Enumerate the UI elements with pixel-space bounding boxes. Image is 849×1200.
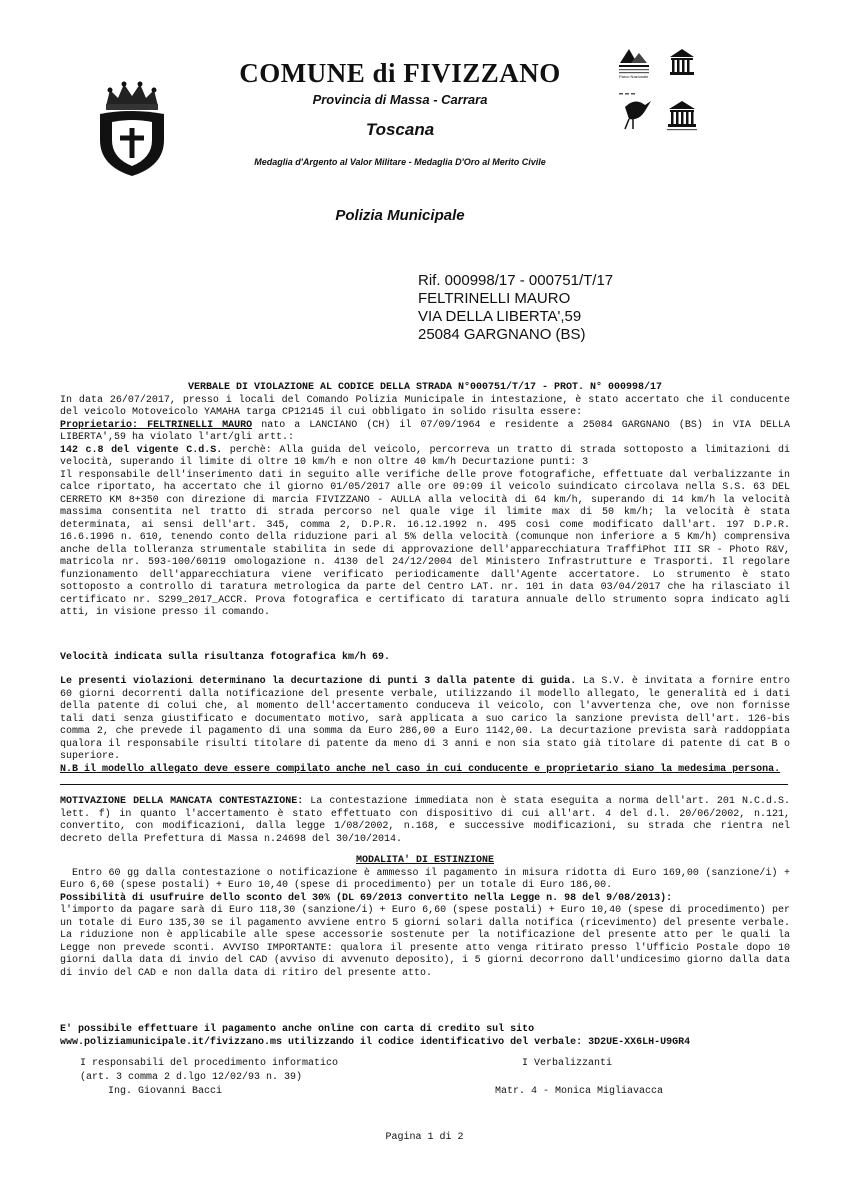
nb-text: N.B il modello allegato deve essere compilato anche nel caso in cui conducente e proprietario siano la medesima persona.: [60, 763, 781, 775]
logos-group: [615, 45, 715, 145]
officers-label: I Verbalizzanti: [522, 1058, 613, 1069]
reference-number: Rif. 000998/17 - 000751/T/17: [418, 272, 614, 289]
bird-icon: [619, 93, 651, 129]
discount-text: l'importo da pagare sarà di Euro 118,30 (sanzione/i) + Euro 6,60 (spese postali) + Euro 10,40 (spese di procedimento) per un totale di Euro 135,30 se il pagamento avviene entro 5 giorni solari dalla notifica (ricevimento) del presente verbale. La riduzione non è applicabile alle spese accessorie sostenute per la notificazione del presente atto per le quali la Legge non prevede sconti. AVVISO IMPORTANTE: qualora il presente atto venga ritirato presso l'Ufficio Postale dopo 10 giorni dalla data di invio del CAD (avviso di avvenuto deposito), i 5 giorni decorrono dall'undicesimo giorno dalla data di invio del CAD e non dalla data di ritiro del presente atto.: [60, 905, 790, 979]
svg-text:Parco Nazionale: Parco Nazionale: [619, 74, 649, 79]
medals-line: Medaglia d'Argento al Valor Militare - Medaglia D'Oro al Merito Civile: [254, 157, 546, 167]
discount-label: Possibilità di usufruire dello sconto del 30% (DL 69/2013 convertito nella Legge n. 98 del 9/08/2013):: [60, 892, 673, 904]
park-logo-icon: [619, 49, 649, 79]
article-paragraph: [60, 445, 790, 470]
verbale-intro: In data 26/07/2017, presso i locali del Comando Polizia Municipale in intestazione, è stato accertato che il conducente del veicolo Motoveicolo YAMAHA targa CP12145 il cui obbligato in solido risulta essere:: [60, 394, 790, 418]
detail-paragraph: Il responsabile dell'inserimento dati in seguito alle verifiche delle prove fotografiche, effettuate dal verbalizzante in calce riportato, ha accertato che il giorno 01/05/2017 alle ore 09:09 il veicolo suindicato circolava nella S.S. 63 DEL CERRETO KM 8+350 con direzione di marcia FIVIZZANO - AULLA alla velocità di 64 km/h, superando di 14 km/h la velocità massima consentita nel tratto di strada percorso nel quale vige il limite max di 50 km/h; la velocità è stata determinata, ai sensi dell'art. 345, comma 2, D.P.R. 16.12.1992 n. 495 così come modificato dall'art. 197 D.P.R. 16.6.1996 n. 610, tenendo conto della riduzione pari al 5% della velocità (comunque non inferiore a 5 Km/h) comprensiva anche della tolleranza strumentale stabilita in sede di approvazione dell'apparecchiatura TraffiPhot III SR - Photo R&V, matricola nr. 593-100/60119 omologazione n. 4130 del 24/12/2004 del Ministero Infrastrutture e Trasporti. Il regolare funzionamento dell'apparecchiatura viene verificato periodicamente dall'Agente accertatore. Lo strumento è stato sottoposto a controllo di taratura metrologica da parte del Centro LAT. nr. 101 in data 03/04/2017 che ha rilasciato il certificato nr. S299_2017_ACCR. Prova fotografica e certificato di taratura annuale dello strumento sopra indicato agli atti, in visione presso il comando.: [60, 469, 790, 618]
officer-name: Matr. 4 - Monica Migliavacca: [495, 1086, 664, 1097]
points-section: [60, 676, 790, 776]
recipient-name: FELTRINELLI MAURO: [418, 290, 571, 307]
article-label: 142 c.8 del vigente C.d.S.: [60, 444, 223, 456]
speed-line: [60, 652, 790, 665]
recipient-street: VIA DELLA LIBERTA',59: [418, 308, 582, 325]
owner-text: nato a LANCIANO (CH) il 07/09/1964 e residente a 25084 GARGNANO (BS) in VIA DELLA LIBERTA',59 ha violato l'art/gli artt.:: [60, 419, 790, 443]
verbale-title: VERBALE DI VIOLAZIONE AL CODICE DELLA STRADA N°000751/T/17 - PROT. N° 000998/17: [187, 382, 663, 393]
nb-note: [60, 764, 790, 777]
province-subtitle: Provincia di Massa - Carrara: [312, 92, 488, 107]
online-line-2: www.poliziamunicipale.it/fivizzano.ms utilizzando il codice identificativo del verbale: 3D2UE-XX6LH-U9GR4: [60, 1036, 691, 1048]
motivation-paragraph: [60, 796, 790, 846]
online-line-1: E' possibile effettuare il pagamento anche online con carta di credito sul sito: [60, 1024, 535, 1035]
divider: [60, 784, 788, 785]
discount-label-line: [60, 893, 790, 906]
speed-text: Velocità indicata sulla risultanza fotografica km/h 69.: [60, 652, 391, 663]
region-subtitle: Toscana: [365, 120, 435, 139]
unesco-temple-icon: [670, 49, 694, 75]
article-text: perchè: Alla guida del veicolo, percorreva un tratto di strada sottoposto a limitazioni di velocità, superando il limite di oltre 10 km/h e non oltre 40 km/h Decurtazione punti: 3: [60, 444, 791, 468]
page-number: Pagina 1 di 2: [385, 1132, 464, 1143]
motivation-label: MOTIVAZIONE DELLA MANCATA CONTESTAZIONE:: [60, 796, 304, 807]
points-text: La S.V. è invitata a fornire entro 60 giorni decorrenti dalla notificazione del presente verbale, utilizzando il modello allegato, le generalità ed i dati della patente di colui che, al momento dell'accertamento conduceva il veicolo, con l'avvertenza che, ove non fornisse tali dati senza giustificato e documentato motivo, sarà applicata a suo carico la sanzione prevista dell'art. 126-bis comma 2, che prevede il pagamento di una somma da Euro 286,00 a Euro 1142,00. La decurtazione prevista sarà raddoppiata qualora il responsabile risulti titolare di patente da meno di 3 anni e non sia stato già titolare di patente di cat B o superiore.: [60, 676, 790, 762]
payment-title: MODALITA' DI ESTINZIONE: [355, 855, 495, 866]
recipient-city: 25084 GARGNANO (BS): [418, 326, 586, 343]
office-title: Polizia Municipale: [335, 207, 465, 224]
owner-label: Proprietario: FELTRINELLI MAURO: [60, 419, 253, 431]
points-bold: Le presenti violazioni determinano la decurtazione di punti 3 dalla patente di guida.: [60, 676, 577, 687]
responsible-name: Ing. Giovanni Bacci: [108, 1086, 223, 1097]
payment-section: [60, 855, 790, 980]
municipal-crest-icon: [92, 78, 172, 178]
online-payment-section: [60, 1024, 790, 1049]
owner-paragraph: [60, 420, 790, 445]
points-paragraph: [60, 676, 790, 764]
responsible-label: I responsabili del procedimento informatico: [80, 1058, 339, 1069]
motivation-section: [60, 796, 790, 846]
verbale-section: [60, 382, 790, 620]
payment-line: Entro 60 gg dalla contestazione o notificazione è ammesso il pagamento in misura ridotta di Euro 169,00 (sanzione/i) + Euro 6,60 (spese postali) + Euro 10,40 (spese di procedimento) per un totale di Euro 186,00.: [60, 867, 790, 891]
responsible-law: (art. 3 comma 2 d.lgo 12/02/93 n. 39): [80, 1072, 303, 1083]
municipality-title: COMUNE di FIVIZZANO: [239, 58, 561, 88]
motivation-text: La contestazione immediata non è stata eseguita a norma dell'art. 201 N.C.d.S. lett. f) in quanto l'accertamento è stato effettuato con dispositivo di cui all'art. 4 del d.l. 20/06/2002, n.121, convertito, con modificazioni, dalla legge 1/08/2002, n.168, e successive modificazioni, su strada che rientra nel decreto della Prefettura di Massa n.24698 del 30/10/2014.: [60, 796, 790, 845]
unesco-temple-icon-2: [667, 101, 697, 130]
